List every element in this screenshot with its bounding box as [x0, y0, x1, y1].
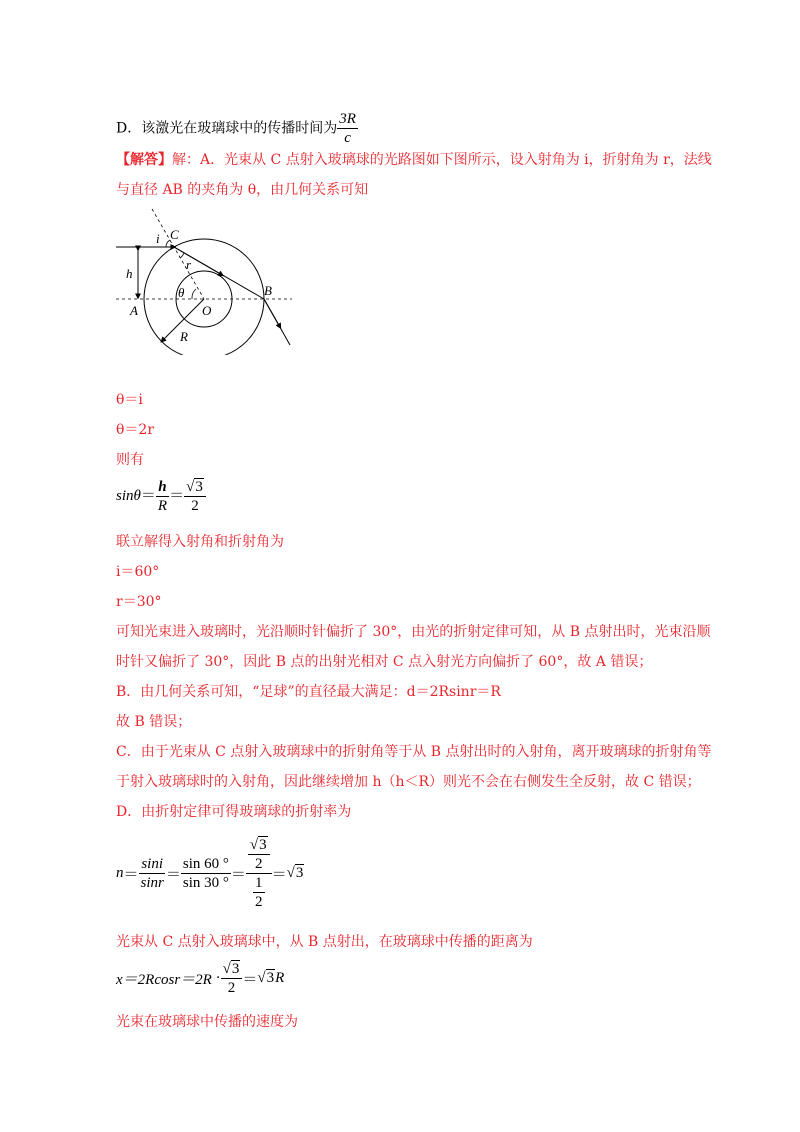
n-frac1-den: sinr	[140, 874, 164, 891]
n-frac1-num: sini	[141, 855, 164, 872]
n-compound-fraction: $\frac{\frac{√3}{2}}{\frac{1}{2}}$	[246, 836, 272, 911]
sin-frac-den: R	[157, 498, 168, 514]
sin-result-den: 2	[191, 498, 199, 514]
paragraph-c-line-1: C．由于光束从 C 点射入玻璃球中的折射角等于从 B 点射出时的入射角，离开玻璃球的折射角等	[116, 744, 712, 760]
exit-ray-arrow	[264, 299, 280, 327]
distance-formula: x＝2Rcosr＝2R · $\frac{√3}{2}$ ＝ √3 R	[116, 960, 285, 996]
paragraph-b: B．由几何关系可知，“足球”的直径最大满足：d＝2Rsinr＝R	[116, 684, 501, 700]
optics-diagram	[110, 205, 300, 355]
answer-intro-text: 解：A．光束从 C 点射入玻璃球的光路图如下图所示，设入射角为 i，折射角为 r，法线	[172, 152, 712, 168]
paragraph-a-line-1: 可知光束进入玻璃时，光沿顺时针偏折了 30°，由光的折射定律可知，从 B 点射出时，光束沿顺	[116, 624, 711, 640]
label-h: h	[126, 266, 133, 281]
label-b: B	[264, 283, 272, 298]
label-theta: θ	[178, 285, 185, 300]
frac-denominator: c	[344, 130, 351, 146]
paragraph-a-line-2: 时针又偏折了 30°，因此 B 点的出射光相对 C 点入射光方向偏折了 60°，故 A 错误；	[116, 654, 653, 670]
answer-tag: 【解答】	[116, 152, 172, 168]
label-i: i	[156, 231, 160, 246]
then-text: 则有	[116, 452, 144, 468]
option-d-fraction	[337, 110, 358, 147]
sin-theta-lhs: sinθ	[116, 487, 141, 504]
refracted-ray-arrow	[174, 247, 222, 275]
solve-text: 联立解得入射角和折射角为	[116, 534, 284, 550]
label-r: r	[186, 257, 192, 272]
sin-theta-formula: sinθ＝ $\frac{h}{R}$ ＝ $\frac{√3}{2}$	[116, 478, 206, 515]
speed-text: 光束在玻璃球中传播的速度为	[116, 1014, 298, 1030]
paragraph-d: D．由折射定律可得玻璃球的折射率为	[116, 804, 352, 820]
eq-theta-i: θ＝i	[116, 392, 143, 408]
eq-i-60: i＝60°	[116, 564, 160, 580]
option-d	[116, 110, 358, 147]
n-frac2-num: sin 60 °	[182, 855, 229, 872]
x-frac-radicand: 3	[231, 960, 240, 977]
x-frac-den: 2	[227, 979, 236, 996]
label-c: C	[170, 227, 179, 242]
n-frac3-den-den: 2	[255, 893, 263, 910]
answer-intro-line-2: 与直径 AB 的夹角为 θ，由几何关系可知	[116, 182, 369, 198]
x-result-r: R	[275, 969, 285, 986]
answer-intro-line-1	[116, 150, 712, 170]
option-d-label: D．该激光在玻璃球中的传播时间为	[116, 120, 338, 137]
n-lhs: n	[116, 864, 124, 881]
x-expression: x＝2Rcosr＝2R	[116, 971, 212, 988]
label-radius: R	[180, 329, 188, 344]
paragraph-b-conclusion: 故 B 错误；	[116, 714, 192, 730]
eq-theta-2r: θ＝2r	[116, 422, 155, 438]
angle-theta-arc	[192, 289, 196, 299]
angle-r-arc	[180, 253, 184, 258]
label-o: O	[202, 303, 212, 318]
outer-sphere-circle	[144, 239, 264, 355]
n-frac3-den-num: 1	[255, 874, 263, 891]
frac-numerator: 3R	[339, 111, 356, 127]
paragraph-c-line-2: 于射入玻璃球时的入射角，因此继续增加 h（h＜R）则光不会在右侧发生全反射，故 C 错误；	[116, 774, 701, 790]
sin-result-radicand: 3	[195, 479, 203, 495]
eq-r-30: r＝30°	[116, 594, 162, 610]
n-frac3-num-radicand: 3	[259, 836, 267, 853]
sin-frac-num: h	[158, 479, 167, 495]
refractive-index-formula: n ＝ $\frac{\sin i}{\sin r}$ ＝ $\frac{\sin 60 ^\circ}{\sin 30 ^\circ}$ ＝ $\frac{\frac{√3}{2}}{\frac{1}{2}}$ ＝ √3	[116, 836, 304, 910]
distance-text: 光束从 C 点射入玻璃球中，从 B 点射出，在玻璃球中传播的距离为	[116, 934, 533, 950]
n-frac2-den: sin 30 °	[182, 874, 229, 891]
label-a: A	[130, 303, 138, 318]
n-frac3-num-den: 2	[255, 855, 263, 872]
x-result-radicand: 3	[266, 969, 275, 986]
n-result-radicand: 3	[295, 864, 304, 881]
